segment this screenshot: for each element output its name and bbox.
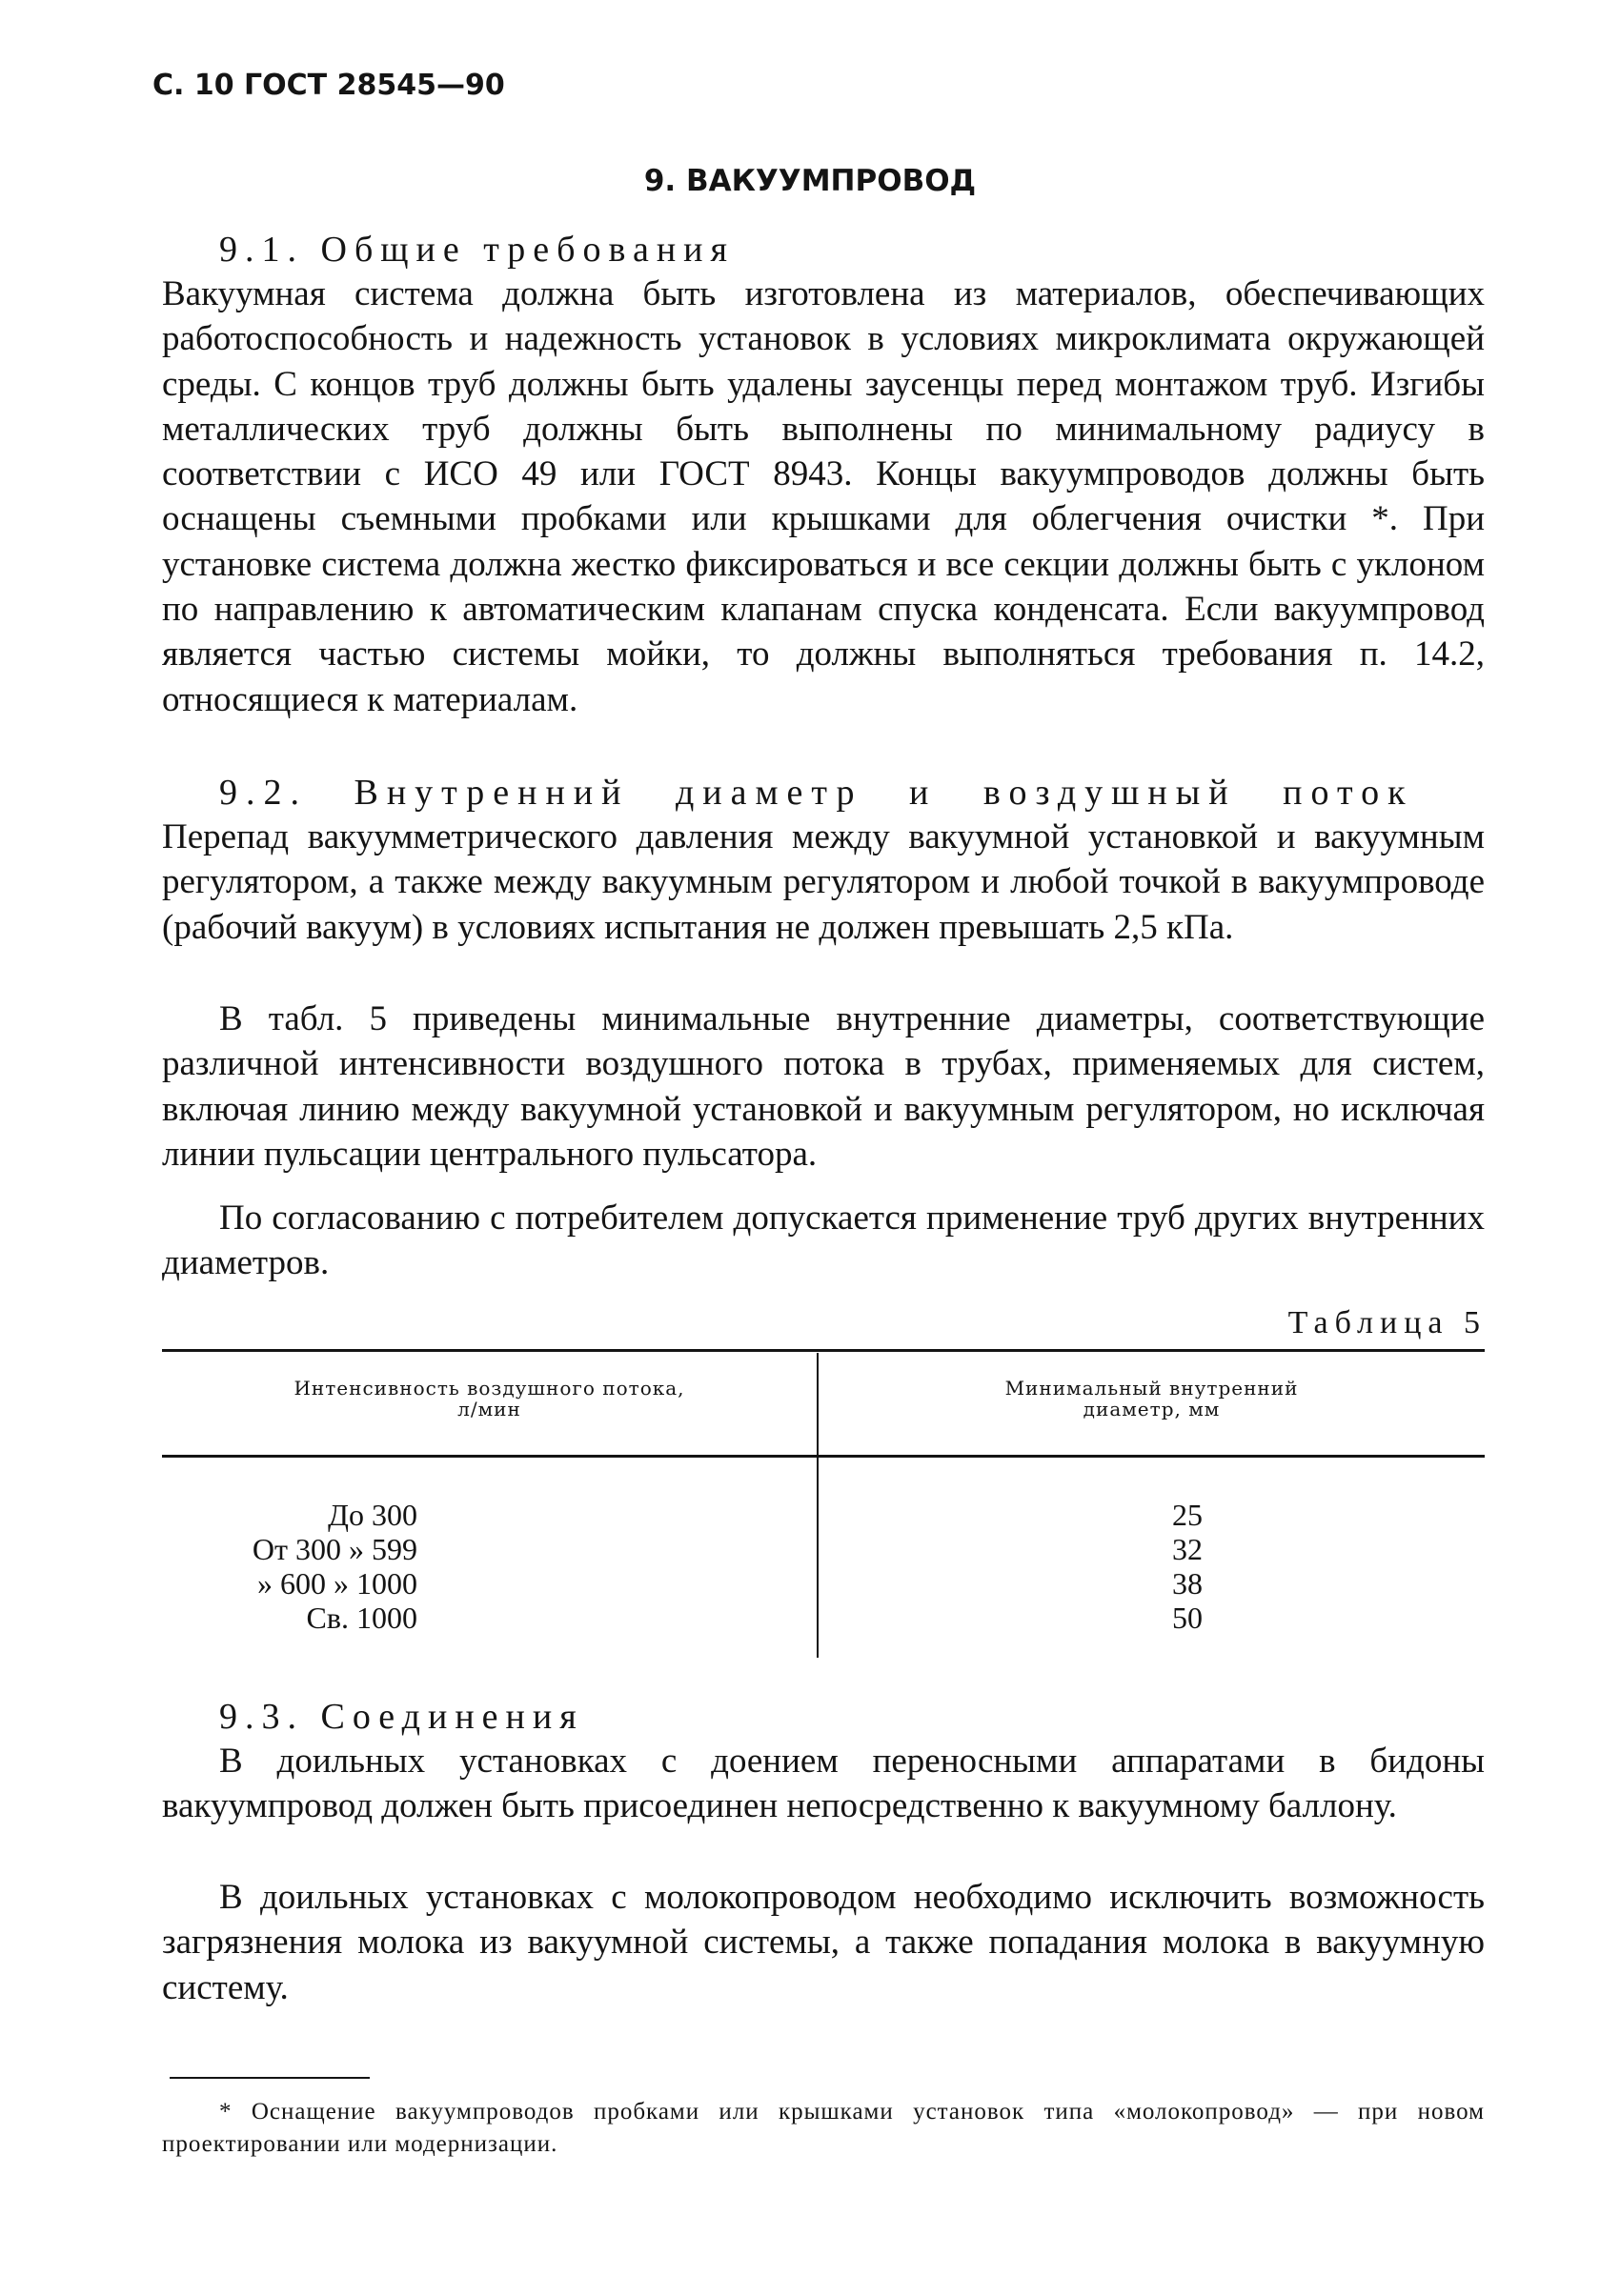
subsection-9-2-heading: 9.2. Внутренний диаметр и воздушный поток [219, 773, 1414, 813]
table-cell-diameter: 50 [1172, 1601, 1203, 1635]
subsection-9-1-heading: 9.1. Общие требования [219, 230, 735, 270]
table-cell-flow: От 300 » 599 [252, 1532, 417, 1566]
footnote-separator [170, 2077, 370, 2079]
footnote: * Оснащение вакуумпроводов пробками или крышками установок типа «молокопровод» — при новом проектировании или модернизации. [162, 2099, 1485, 2157]
table-header-diameter-line-1: Минимальный внутренний [1004, 1377, 1299, 1400]
table-header-flow-line-1: Интенсивность воздушного потока, [294, 1377, 685, 1400]
subsection-9-2-para-2: В табл. 5 приведены минимальные внутренние диаметры, соответствующие различной интенсивности воздушного потока в трубах, применяемых для систем, включая линию между вакуумной установкой и вакуумным регулятором, но исключая линии пульсации центрального пульсатора. [162, 999, 1485, 1174]
table-cell-diameter: 25 [1172, 1498, 1203, 1532]
table-cell-flow: » 600 » 1000 [257, 1566, 417, 1601]
subsection-9-2-para-3: По согласованию с потребителем допускается применение труб других внутренних диаметров. [162, 1198, 1485, 1283]
subsection-9-3-para-1: В доильных установках с доением переносными аппаратами в бидоны вакуумпровод должен быть присоединен непосредственно к вакуумному баллону. [162, 1742, 1485, 1826]
table-header-diameter [819, 1378, 1485, 1420]
table-header-diameter-line-2: диаметр, мм [1083, 1398, 1221, 1420]
table-cell-diameter: 32 [1172, 1532, 1203, 1566]
table-label: Таблица 5 [1287, 1305, 1487, 1340]
table-cell-diameter: 38 [1172, 1566, 1203, 1601]
table-cell-flow: Св. 1000 [306, 1601, 417, 1635]
table-cell-flow: До 300 [328, 1498, 417, 1532]
section-title: 9. ВАКУУМПРОВОД [643, 164, 977, 198]
subsection-9-2-para-1: Перепад вакуумметрического давления между вакуумной установкой и вакуумным регулятором, а также между вакуумным регулятором и любой точкой в вакуумпроводе (рабочий вакуум) в условиях испытания не должен превышать 2,5 кПа. [162, 817, 1485, 947]
table-header-rule [162, 1455, 1485, 1458]
table-header-flow [162, 1378, 817, 1420]
table-top-rule [162, 1349, 1485, 1352]
page-header: С. 10 ГОСТ 28545—90 [152, 69, 505, 102]
table-header-flow-line-2: л/мин [457, 1398, 521, 1420]
subsection-9-3-heading: 9.3. Соединения [219, 1697, 584, 1737]
subsection-9-3-para-2: В доильных установках с молокопроводом необходимо исключить возможность загрязнения молока из вакуумной системы, а также попадания молока в вакуумную систему. [162, 1878, 1485, 2007]
subsection-9-1-text: Вакуумная система должна быть изготовлена из материалов, обеспечивающих работоспособность и надежность установок в условиях микроклимата окружающей среды. С концов труб должны быть удалены заусенцы перед монтажом труб. Изгибы металлических труб должны быть выполнены по минимальному радиусу в соответствии с ИСО 49 или ГОСТ 8943. Концы вакуумпроводов должны быть оснащены съемными пробками или крышками для облегчения очистки *. При установке система должна жестко фиксироваться и все секции должны быть с уклоном по направлению к автоматическим клапанам спуска конденсата. Если вакуумпровод является частью системы мойки, то должны выполняться требования п. 14.2, относящиеся к материалам. [162, 274, 1485, 719]
